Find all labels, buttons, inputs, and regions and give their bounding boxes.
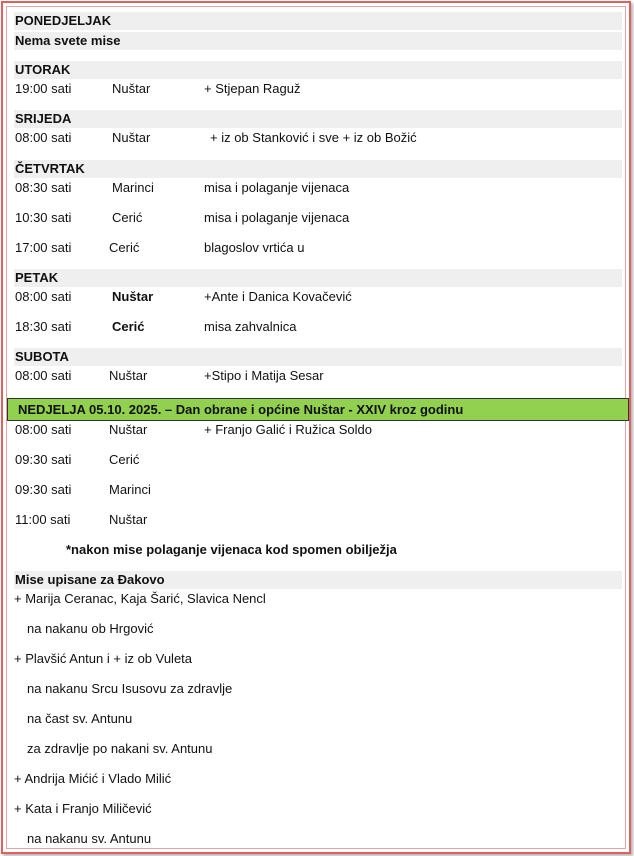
mass-place: Cerić	[109, 452, 140, 467]
mass-intent: +Stipo i Matija Sesar	[204, 368, 324, 383]
mass-intent: + Stjepan Raguž	[204, 81, 301, 96]
list-item: na nakanu Srcu Isusovu za zdravlje	[27, 681, 233, 696]
list-item: na nakanu sv. Antunu	[27, 831, 152, 846]
mass-place: Cerić	[112, 319, 145, 334]
djakovo-header: Mise upisane za Đakovo	[14, 571, 622, 589]
mass-place: Nuštar	[112, 130, 151, 145]
mass-intent: + Franjo Galić i Ružica Soldo	[204, 422, 372, 437]
list-item: na čast sv. Antunu	[27, 711, 133, 726]
day-header-friday: PETAK	[14, 269, 622, 287]
mass-place: Marinci	[109, 482, 151, 497]
list-item: + Marija Ceranac, Kaja Šarić, Slavica Nencl	[14, 591, 266, 606]
sunday-banner	[7, 398, 629, 421]
mass-place: Cerić	[109, 240, 140, 255]
mass-time: 11:00 sati	[15, 512, 71, 527]
day-header-thursday: ČETVRTAK	[14, 160, 622, 178]
mass-time: 19:00 sati	[15, 81, 72, 96]
mass-time: 08:00 sati	[15, 368, 72, 383]
mass-place: Cerić	[112, 210, 143, 225]
list-item: + Andrija Mićić i Vlado Milić	[14, 771, 172, 786]
list-item: na nakanu ob Hrgović	[27, 621, 154, 636]
mass-place: Nuštar	[109, 512, 148, 527]
mass-intent: + iz ob Stanković i sve + iz ob Božić	[210, 130, 417, 145]
list-item: + Plavšić Antun i + iz ob Vuleta	[14, 651, 193, 666]
mass-intent: misa i polaganje vijenaca	[204, 210, 350, 225]
mass-time: 18:30 sati	[15, 319, 72, 334]
mass-place: Marinci	[112, 180, 154, 195]
day-header-wednesday: SRIJEDA	[14, 110, 622, 128]
mass-place: Nuštar	[112, 81, 151, 96]
mass-time: 08:30 sati	[15, 180, 72, 195]
mass-intent: blagoslov vrtića u	[204, 240, 305, 255]
mass-intent: misa i polaganje vijenaca	[204, 180, 350, 195]
sunday-note: *nakon mise polaganje vijenaca kod spomen obilježja	[66, 542, 397, 557]
mass-intent: misa zahvalnica	[204, 319, 297, 334]
mass-place: Nuštar	[109, 422, 148, 437]
mass-time: 08:00 sati	[15, 289, 72, 304]
mass-time: 09:30 sati	[15, 482, 72, 497]
mass-time: 08:00 sati	[15, 130, 72, 145]
mass-time: 08:00 sati	[15, 422, 72, 437]
day-header-monday: PONEDJELJAK	[14, 12, 622, 30]
mass-time: 10:30 sati	[15, 210, 72, 225]
sunday-title: NEDJELJA 05.10. 2025. – Dan obrane i općine Nuštar - XXIV kroz godinu	[18, 402, 464, 417]
mass-intent: +Ante i Danica Kovačević	[204, 289, 352, 304]
day-header-tuesday: UTORAK	[14, 61, 622, 79]
mass-time: 17:00 sati	[15, 240, 72, 255]
monday-note: Nema svete mise	[14, 32, 622, 50]
mass-place: Nuštar	[109, 368, 148, 383]
list-item: za zdravlje po nakani sv. Antunu	[27, 741, 213, 756]
mass-place: Nuštar	[112, 289, 154, 304]
mass-time: 09:30 sati	[15, 452, 72, 467]
list-item: + Kata i Franjo Miličević	[14, 801, 152, 816]
day-header-saturday: SUBOTA	[14, 348, 622, 366]
